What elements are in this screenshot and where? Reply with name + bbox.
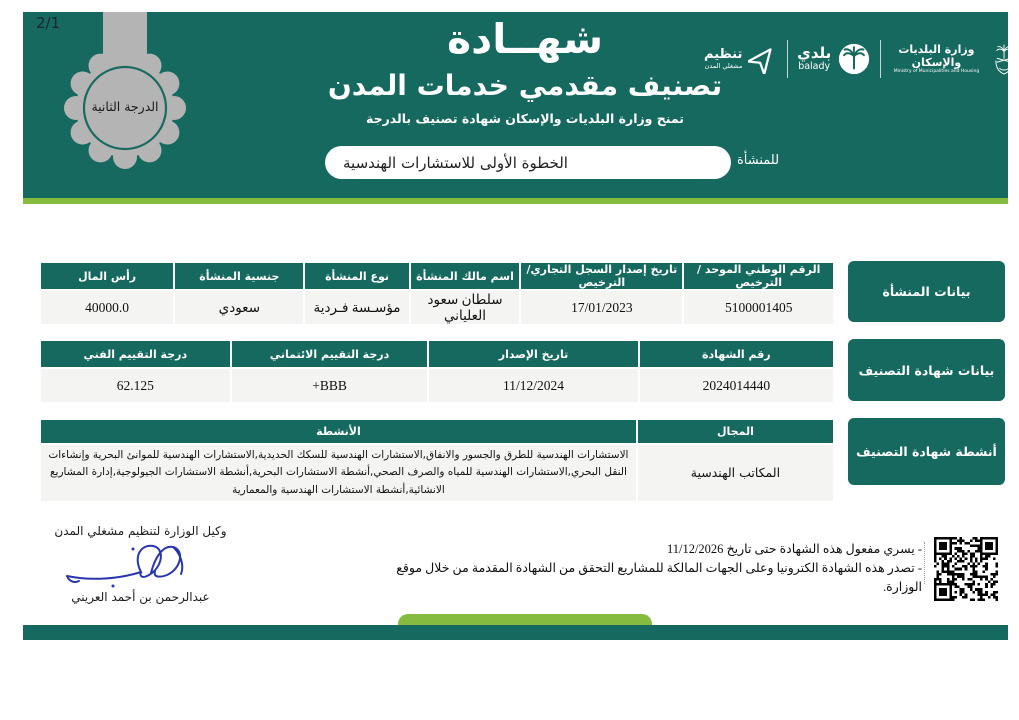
column-value: سعودي — [175, 291, 303, 324]
header-logos — [704, 28, 1019, 90]
balady-english-label: balady — [798, 60, 831, 72]
page-number: 2/1 — [36, 14, 61, 32]
ministry-english-label: Ministry of Municipalities and Housing — [893, 69, 980, 75]
column-header: درجة التقييم الفني — [41, 341, 230, 367]
column-value: 2024014440 — [640, 369, 833, 402]
column-value: 11/12/2024 — [429, 369, 637, 402]
qr-code — [934, 537, 998, 601]
certificate-tagline: تمنح وزارة البلديات والإسكان شهادة تصنيف بالدرجة — [366, 111, 684, 127]
column-header: الأنشطة — [41, 420, 636, 443]
column-header: تاريخ إصدار السجل التجاري/ الترخيص — [521, 263, 682, 289]
electronic-issuance-note: - تصدر هذه الشهادة الكترونيا وعلى الجهات المالكة للمشاريع التحقق من الشهادة المقدمة من خلال موقع الوزارة. — [396, 560, 922, 594]
tanzeem-subtitle: مشغلي المدن — [704, 61, 743, 70]
tanzeem-cursor-icon — [748, 44, 778, 74]
column-value: مؤسـسة فـردية — [305, 291, 408, 324]
column-header: الرقم الوطني الموحد /الترخيص — [684, 263, 833, 289]
column-value: 62.125 — [41, 369, 230, 402]
footer-teal-bar — [23, 625, 1008, 640]
ministry-logo — [890, 34, 1019, 84]
signature-scribble — [61, 538, 221, 594]
ministry-arabic-label: وزارة البلديات والإسكان — [898, 43, 975, 70]
tanzeem-title: تنظيم — [704, 47, 743, 63]
section-label-certificate-data: بيانات شهادة التصنيف — [848, 339, 1005, 401]
column-header: تاريخ الإصدار — [429, 341, 637, 367]
badge-grade-label: الدرجة الثانية — [91, 99, 159, 114]
logo-separator — [880, 40, 881, 78]
column-header: رقم الشهادة — [640, 341, 833, 367]
column-header: نوع المنشأة — [305, 263, 408, 289]
balady-palm-icon — [837, 42, 871, 76]
certificate-notes — [370, 540, 922, 596]
header-lime-strip — [23, 198, 1008, 204]
certificate-data-table — [39, 339, 835, 404]
ministry-emblem-icon — [989, 34, 1019, 84]
signatory-name: عبدالرحمن بن أحمد العريني — [71, 590, 210, 604]
activities-table — [39, 418, 835, 503]
entity-label: للمنشأة — [737, 153, 780, 168]
entity-data-table — [39, 261, 835, 326]
column-value: BBB+ — [232, 369, 428, 402]
column-header: درجة التقييم الائتماني — [232, 341, 428, 367]
section-label-entity-data: بيانات المنشأة — [848, 261, 1005, 322]
balady-arabic-label: بلدي — [797, 44, 832, 63]
validity-note: - يسري مفعول هذه الشهادة حتى تاريخ 11/12/2026 — [666, 542, 922, 556]
entity-name-pill: الخطوة الأولى للاستشارات الهندسية — [325, 146, 731, 179]
certificate-subtitle: تصنيف مقدمي خدمات المدن — [327, 69, 723, 103]
certificate-title: شهــادة — [446, 15, 604, 63]
column-value: سلطان سعود العلياني — [411, 291, 520, 324]
tanzeem-logo — [704, 44, 778, 74]
signature-block — [38, 524, 243, 604]
signatory-title: وكيل الوزارة لتنظيم مشغلي المدن — [54, 524, 227, 538]
column-value: الاستشارات الهندسية للطرق والجسور والانفاق,الاستشارات الهندسية للسكك الحديدية,الاستشارات الهندسية للموانئ البحرية وإنشاءات النقل البحري,الاستشارات الهندسية للمياه والصرف الصحي,أنشطة الاستشارات البحرية,أنشطة الاستشارات الجيولوجية,إدارة المشاريع الانشائية,أنشطة الاستشارات الهندسية والمعمارية — [41, 445, 636, 501]
column-header: المجال — [638, 420, 833, 443]
section-label-activities: أنشطة شهادة التصنيف — [848, 418, 1005, 485]
column-value: المكاتب الهندسية — [638, 445, 833, 501]
column-value: 40000.0 — [41, 291, 173, 324]
column-value: 5100001405 — [684, 291, 833, 324]
qr-dotted-separator — [924, 542, 925, 584]
column-header: رأس المال — [41, 263, 173, 289]
column-header: اسم مالك المنشأة — [411, 263, 520, 289]
column-value: 17/01/2023 — [521, 291, 682, 324]
column-header: جنسية المنشأة — [175, 263, 303, 289]
balady-logo — [797, 42, 871, 76]
logo-separator — [787, 40, 788, 78]
